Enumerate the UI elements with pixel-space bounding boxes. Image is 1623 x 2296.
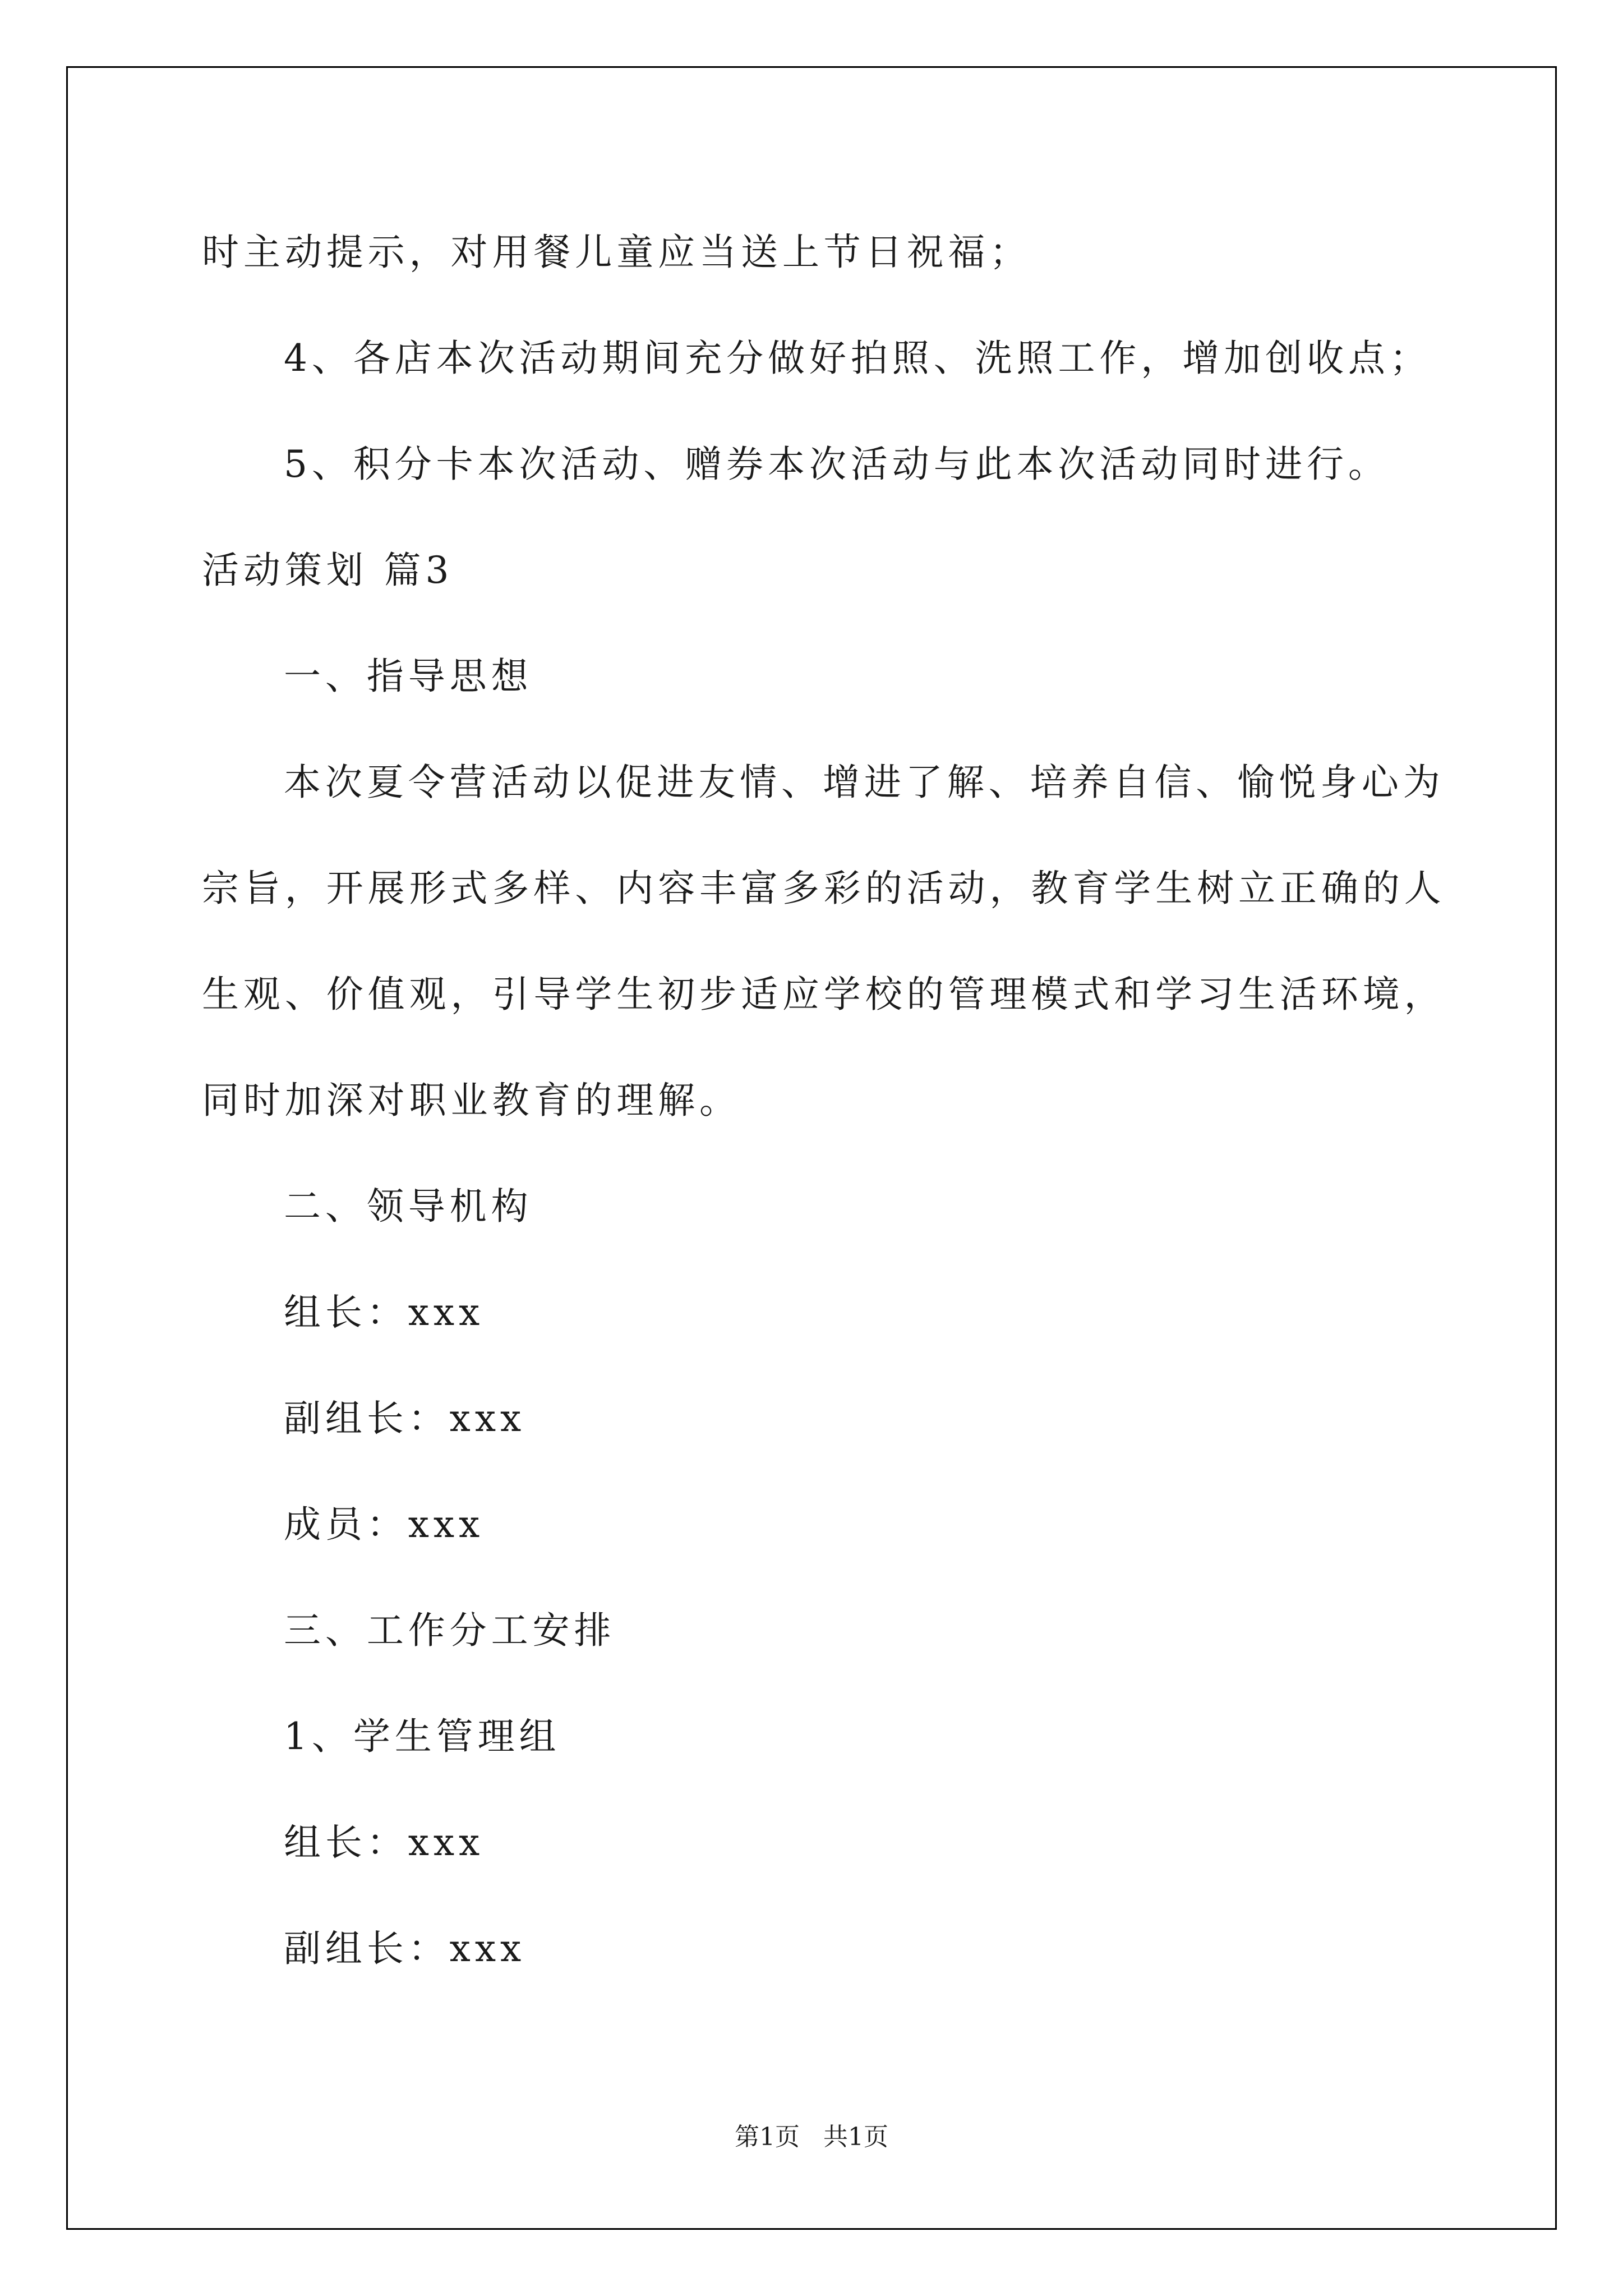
subheading-leadership: 二、领导机构 — [284, 1185, 533, 1228]
group-deputy-leader-line: 副组长：xxx — [284, 1927, 526, 1970]
page-border — [66, 66, 1557, 2230]
subheading-division-of-work: 三、工作分工安排 — [284, 1609, 616, 1652]
paragraph-line: 宗旨，开展形式多样、内容丰富多彩的活动，教育学生树立正确的人 — [202, 867, 1446, 910]
list-item-5: 5、积分卡本次活动、赠券本次活动与此本次活动同时进行。 — [284, 443, 1390, 486]
page-footer — [0, 2120, 1623, 2154]
leader-line: 组长：xxx — [284, 1291, 485, 1334]
list-item-4: 4、各店本次活动期间充分做好拍照、洗照工作，增加创收点； — [284, 337, 1431, 380]
members-line: 成员：xxx — [284, 1503, 485, 1546]
group-title-student-management: 1、学生管理组 — [284, 1715, 561, 1758]
paragraph-line: 本次夏令营活动以促进友情、增进了解、培养自信、愉悦身心为 — [284, 761, 1445, 804]
paragraph-line: 同时加深对职业教育的理解。 — [202, 1079, 741, 1122]
group-leader-line: 组长：xxx — [284, 1821, 485, 1864]
paragraph-line: 生观、价值观，引导学生初步适应学校的管理模式和学习生活环境， — [202, 973, 1446, 1016]
deputy-leader-line: 副组长：xxx — [284, 1397, 526, 1440]
subheading-guiding-thought: 一、指导思想 — [284, 655, 533, 698]
text-line-continuation: 时主动提示，对用餐儿童应当送上节日祝福； — [202, 231, 1031, 274]
page-total: 共1页 — [823, 2123, 888, 2151]
section-heading: 活动策划 篇3 — [202, 549, 454, 592]
page-current: 第1页 — [735, 2123, 800, 2151]
